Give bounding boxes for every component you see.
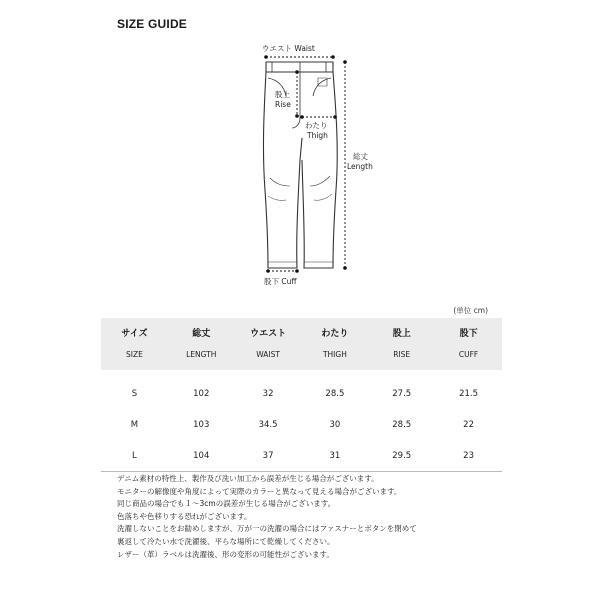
thigh-measure-line bbox=[300, 115, 337, 119]
cell-size: M bbox=[130, 419, 139, 430]
header-cuff-jp: 股下 bbox=[459, 329, 478, 339]
rise-measure-line bbox=[295, 70, 299, 118]
care-notes bbox=[117, 473, 557, 561]
cell-rise: 27.5 bbox=[392, 388, 412, 399]
cell-thigh: 30 bbox=[329, 419, 341, 430]
note-line: 洗濯しないことをお勧めしますが、万が一の洗濯の場合にはファスナーとボタンを閉めて bbox=[117, 524, 417, 534]
note-line: 裏返して冷たい水で洗濯後、平らな場所にて乾燥してください。 bbox=[117, 536, 335, 546]
page-title: SIZE GUIDE bbox=[117, 17, 188, 31]
header-size-en: SIZE bbox=[125, 350, 143, 359]
header-waist-en: WAIST bbox=[256, 350, 280, 359]
cell-thigh: 28.5 bbox=[325, 388, 345, 399]
header-size bbox=[101, 318, 168, 370]
cell-waist: 32 bbox=[262, 388, 274, 399]
cell-waist: 34.5 bbox=[258, 419, 278, 430]
thigh-label-jp: わたり bbox=[305, 121, 328, 130]
cell-cuff: 23 bbox=[435, 440, 502, 472]
cell-length: 102 bbox=[193, 388, 210, 399]
size-table-header bbox=[101, 318, 502, 370]
cell-size: S bbox=[131, 388, 138, 399]
cell-length: 104 bbox=[168, 440, 235, 472]
note-line: レザー（革）ラベルは洗濯後、形の変形の可能性がございます。 bbox=[117, 549, 334, 559]
header-waist bbox=[235, 318, 302, 370]
cell-size: L bbox=[101, 440, 168, 472]
cell-rise: 28.5 bbox=[392, 419, 412, 430]
header-size-jp: サイズ bbox=[121, 329, 148, 339]
cell-thigh: 31 bbox=[301, 440, 368, 472]
header-length-en: LENGTH bbox=[186, 350, 217, 359]
table-row bbox=[101, 409, 502, 440]
cuff-label: 股下 Cuff bbox=[264, 277, 297, 286]
header-cuff-en: CUFF bbox=[458, 350, 479, 359]
header-waist-jp: ウエスト bbox=[250, 329, 287, 339]
header-cuff bbox=[435, 318, 502, 370]
note-line: 同じ商品の場合でも１～3cmの誤差が生じる場合がございます。 bbox=[117, 499, 336, 509]
cell-cuff: 21.5 bbox=[459, 388, 479, 399]
size-table bbox=[101, 318, 502, 472]
length-label-jp: 総丈 bbox=[353, 152, 368, 161]
rise-label-jp: 股上 bbox=[275, 90, 290, 99]
note-line: デニム素材の特性上、製作及び洗い加工から誤差が生じる場合がございます。 bbox=[117, 474, 379, 483]
cell-rise: 29.5 bbox=[368, 440, 435, 472]
header-length bbox=[168, 318, 235, 370]
header-thigh bbox=[301, 318, 368, 370]
header-rise-jp: 股上 bbox=[392, 329, 411, 339]
cell-length: 103 bbox=[193, 419, 210, 430]
table-row bbox=[101, 440, 502, 472]
waist-label: ウエスト Waist bbox=[262, 44, 315, 53]
cell-waist: 37 bbox=[235, 440, 302, 472]
header-rise-en: RISE bbox=[393, 350, 411, 359]
thigh-label-en: Thigh bbox=[307, 131, 328, 140]
note-line: モニターの解像度や角度によって実際のカラーと異なって見える場合がございます。 bbox=[117, 486, 402, 496]
cuff-measure-line bbox=[266, 269, 299, 273]
header-thigh-jp: わたり bbox=[321, 329, 349, 339]
rise-label-en: Rise bbox=[275, 100, 291, 109]
header-rise bbox=[368, 318, 435, 370]
header-length-jp: 総丈 bbox=[192, 329, 211, 339]
waist-measure-line bbox=[264, 55, 335, 59]
cell-cuff: 22 bbox=[463, 419, 474, 430]
length-label-en: Length bbox=[347, 162, 373, 171]
table-row bbox=[101, 378, 502, 409]
header-thigh-en: THIGH bbox=[322, 350, 347, 359]
unit-label: (単位 cm) bbox=[453, 306, 488, 315]
note-line: 色落ちや色移りする恐れがございます。 bbox=[117, 511, 252, 521]
